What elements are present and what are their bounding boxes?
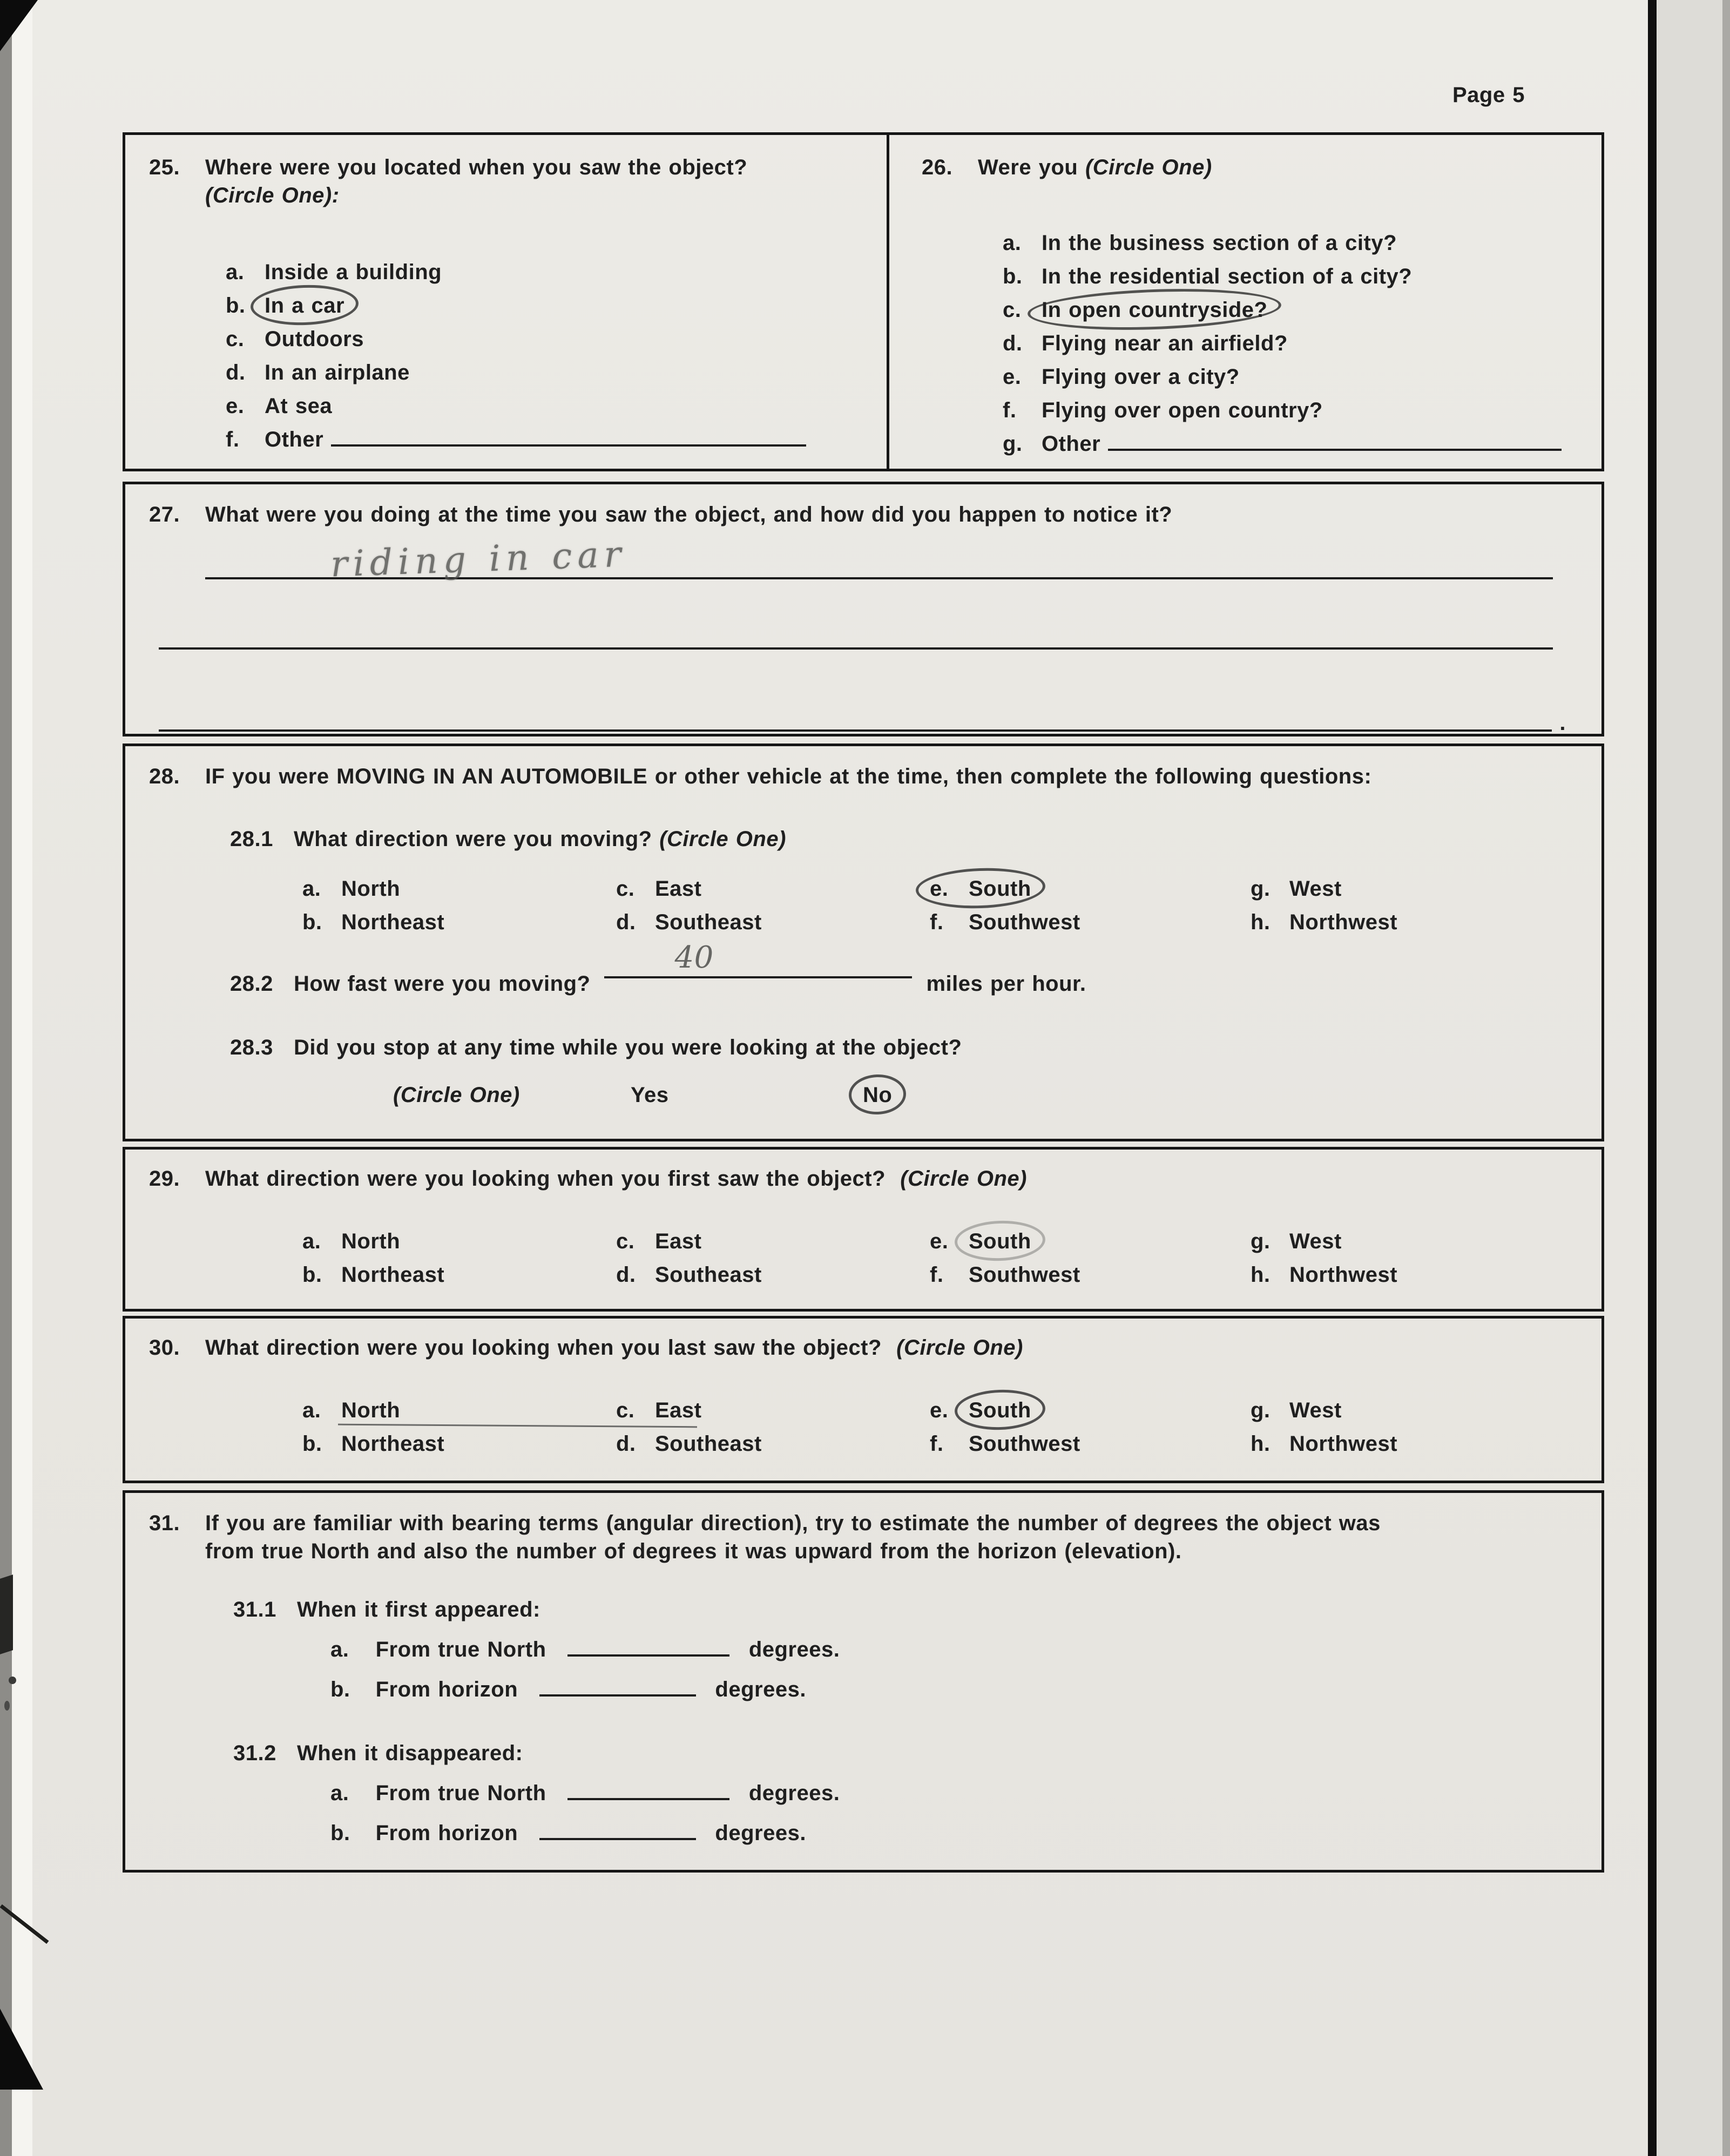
option-letter: b. <box>1003 265 1023 288</box>
option-letter: c. <box>226 327 245 351</box>
direction-southeast <box>616 908 930 936</box>
answer-line-row <box>159 709 1566 737</box>
question-number: 28. <box>149 765 180 788</box>
direction-north <box>302 1227 616 1255</box>
question-31-2 <box>233 1739 1580 1767</box>
option-letter: d. <box>616 910 636 934</box>
direction-north-underlined <box>302 1396 616 1424</box>
q26-option-e <box>1003 363 1585 391</box>
speed-blank-line <box>604 940 912 978</box>
option-label: In an airplane <box>265 361 410 384</box>
scan-speck <box>9 1677 16 1684</box>
option-letter: h. <box>1251 1263 1271 1287</box>
degrees-label: degrees. <box>748 1781 840 1805</box>
option-label: Other <box>1042 432 1101 456</box>
scan-left-edge <box>0 0 12 2156</box>
option-label: Flying over a city? <box>1042 365 1240 389</box>
direction-east <box>616 875 930 903</box>
circle-one-note: (Circle One) <box>393 1083 520 1107</box>
option-letter: b. <box>302 910 322 934</box>
circle-one-note: (Circle One) <box>659 827 786 851</box>
sub-question-text: When it first appeared: <box>297 1598 540 1621</box>
option-letter: e. <box>930 877 949 901</box>
question-27 <box>123 482 1604 736</box>
option-letter: g. <box>1251 877 1271 901</box>
option-label: In the residential section of a city? <box>1042 265 1413 288</box>
q25-option-b <box>226 292 870 320</box>
option-letter: a. <box>302 1398 321 1422</box>
answer-line <box>159 729 1552 732</box>
q31-1-true-north-row <box>330 1635 1580 1664</box>
question-number: 29. <box>149 1167 180 1191</box>
option-letter: g. <box>1251 1398 1271 1422</box>
circle-one-note: (Circle One) <box>1085 156 1212 179</box>
option-letter: e. <box>1003 365 1022 389</box>
degrees-blank-line <box>539 1831 696 1840</box>
direction-southwest <box>930 908 1251 936</box>
sub-question-text: How fast were you moving? <box>294 972 591 996</box>
option-label: Southeast <box>655 1432 762 1456</box>
option-label: West <box>1289 1229 1342 1253</box>
option-label: Flying near an airfield? <box>1042 332 1288 355</box>
scan-left-margin <box>12 0 32 2156</box>
q26-options <box>1003 229 1585 458</box>
option-letter: e. <box>930 1229 949 1253</box>
option-letter: f. <box>930 1432 944 1456</box>
q25-options <box>226 258 870 454</box>
blank-line <box>1108 442 1562 451</box>
option-label: North <box>341 1398 401 1422</box>
sub-question-number: 28.3 <box>230 1036 273 1059</box>
field-label: From horizon <box>375 1678 518 1701</box>
option-label: In a car <box>265 294 345 317</box>
speed-units: miles per hour. <box>926 972 1086 996</box>
question-28-3 <box>230 1033 1580 1062</box>
q25-option-a <box>226 258 870 286</box>
line-end-period: . <box>1559 711 1566 735</box>
option-letter: b. <box>330 1821 350 1845</box>
question-text: IF you were MOVING IN AN AUTOMOBILE or other vehicle at the time, then complete the following questions: <box>205 765 1372 788</box>
option-label: South <box>969 1398 1031 1422</box>
option-letter: d. <box>226 361 246 384</box>
degrees-label: degrees. <box>715 1678 806 1701</box>
option-letter: b. <box>226 294 246 317</box>
option-letter: d. <box>616 1263 636 1287</box>
option-letter: a. <box>302 1229 321 1253</box>
option-label: Southwest <box>969 1432 1080 1456</box>
direction-north <box>302 875 616 903</box>
option-letter: a. <box>302 877 321 901</box>
circle-one-note: (Circle One) <box>900 1167 1027 1191</box>
question-30 <box>123 1316 1604 1483</box>
option-letter: h. <box>1251 910 1271 934</box>
option-letter: e. <box>226 394 245 418</box>
option-letter: a. <box>330 1638 349 1661</box>
q25-option-f <box>226 425 870 454</box>
direction-northeast <box>302 1430 616 1458</box>
q26-option-c <box>1003 296 1585 324</box>
question-number: 30. <box>149 1336 180 1360</box>
question-number: 27. <box>149 503 180 526</box>
degrees-blank-line <box>567 1648 729 1657</box>
option-letter: d. <box>1003 332 1023 355</box>
option-label: South <box>969 877 1031 901</box>
q25-option-c <box>226 325 870 353</box>
direction-west <box>1251 1227 1580 1255</box>
answer-line <box>159 647 1553 650</box>
direction-east <box>616 1396 930 1424</box>
direction-southwest <box>930 1261 1251 1289</box>
q31-2-horizon-row <box>330 1819 1580 1847</box>
option-letter: b. <box>302 1432 322 1456</box>
option-letter: a. <box>1003 231 1022 255</box>
question-text: Where were you located when you saw the object? <box>205 156 748 179</box>
page-number: Page 5 <box>1452 83 1525 107</box>
option-label: North <box>341 877 401 901</box>
option-label: Northwest <box>1289 910 1398 934</box>
option-letter: a. <box>330 1781 349 1805</box>
question-text: What were you doing at the time you saw the object, and how did you happen to notice it? <box>205 503 1173 526</box>
handwritten-speed: 40 <box>674 940 714 975</box>
option-letter: a. <box>226 260 245 284</box>
option-letter: f. <box>930 910 944 934</box>
option-label: South <box>969 1229 1031 1253</box>
option-letter: b. <box>302 1263 322 1287</box>
question-text: If you are familiar with bearing terms (angular direction), try to estimate the number of degrees the object was from true North and also the number of degrees it was upward from the horizon (elevation). <box>205 1511 1381 1563</box>
option-letter: h. <box>1251 1432 1271 1456</box>
direction-south-circled <box>930 875 1251 903</box>
direction-south-circled <box>930 1396 1251 1424</box>
q25-option-e <box>226 392 870 420</box>
direction-south-circled <box>930 1227 1251 1255</box>
option-label: East <box>655 1229 702 1253</box>
option-letter: f. <box>226 428 240 451</box>
option-label: East <box>655 1398 702 1422</box>
degrees-label: degrees. <box>748 1638 840 1661</box>
degrees-blank-line <box>567 1792 729 1800</box>
direction-northeast <box>302 908 616 936</box>
option-label: North <box>341 1229 401 1253</box>
option-letter: c. <box>1003 298 1022 322</box>
option-label: West <box>1289 1398 1342 1422</box>
q26-option-b <box>1003 262 1585 290</box>
q31-2-true-north-row <box>330 1779 1580 1807</box>
q25-option-d <box>226 359 870 387</box>
q26-option-g <box>1003 430 1585 458</box>
direction-northwest <box>1251 908 1580 936</box>
question-31 <box>123 1490 1604 1873</box>
option-letter: f. <box>930 1263 944 1287</box>
circle-one-note: (Circle One) <box>896 1336 1023 1360</box>
question-text: Were you <box>978 156 1078 179</box>
option-label: Northeast <box>341 1432 445 1456</box>
degrees-blank-line <box>539 1688 696 1697</box>
direction-west <box>1251 875 1580 903</box>
question-26 <box>889 135 1601 469</box>
option-letter: e. <box>930 1398 949 1422</box>
option-label: In open countryside? <box>1042 298 1268 322</box>
option-letter: d. <box>616 1432 636 1456</box>
q26-option-f <box>1003 396 1585 424</box>
question-31-1 <box>233 1596 1580 1624</box>
option-letter: c. <box>616 1229 635 1253</box>
option-letter: g. <box>1251 1229 1271 1253</box>
scan-corner-artifact-top <box>0 0 38 51</box>
option-label: Southwest <box>969 910 1080 934</box>
option-label: In the business section of a city? <box>1042 231 1397 255</box>
option-label: Flying over open country? <box>1042 398 1323 422</box>
q29-direction-grid <box>302 1227 1580 1289</box>
blank-line <box>331 438 806 447</box>
field-label: From true North <box>375 1638 546 1661</box>
scan-speck <box>4 1701 10 1711</box>
handwritten-circle-annotation <box>969 1396 1031 1424</box>
option-label: Outdoors <box>265 327 364 351</box>
field-label: From true North <box>375 1781 546 1805</box>
option-label: Southwest <box>969 1263 1080 1287</box>
option-label: Other <box>265 428 324 451</box>
question-28-2 <box>230 940 1580 998</box>
field-label: From horizon <box>375 1821 518 1845</box>
sub-question-number: 31.1 <box>233 1598 276 1621</box>
question-28-3-answers <box>393 1081 1580 1109</box>
location-questions-panel <box>123 132 1604 471</box>
option-label: At sea <box>265 394 333 418</box>
question-28-1 <box>230 825 1580 853</box>
question-number: 26. <box>922 156 953 179</box>
question-number: 31. <box>149 1511 180 1535</box>
direction-southwest <box>930 1430 1251 1458</box>
option-label: Northeast <box>341 1263 445 1287</box>
direction-west <box>1251 1396 1580 1424</box>
q28-direction-grid <box>302 875 1580 936</box>
option-label: Inside a building <box>265 260 442 284</box>
direction-northeast <box>302 1261 616 1289</box>
sub-question-text: What direction were you moving? <box>294 827 652 851</box>
direction-southeast <box>616 1261 930 1289</box>
question-25 <box>125 135 889 469</box>
question-number: 25. <box>149 156 180 179</box>
sub-question-text: When it disappeared: <box>297 1741 523 1765</box>
direction-southeast <box>616 1430 930 1458</box>
answer-no: No <box>863 1083 893 1107</box>
option-label: East <box>655 877 702 901</box>
circle-one-note: (Circle One): <box>205 184 340 207</box>
answer-yes: Yes <box>631 1083 669 1107</box>
option-letter: b. <box>330 1678 350 1701</box>
option-letter: c. <box>616 877 635 901</box>
handwritten-answer: riding in car <box>329 533 627 585</box>
q26-option-a <box>1003 229 1585 257</box>
option-label: Northeast <box>341 910 445 934</box>
option-label: Southeast <box>655 910 762 934</box>
scan-right-edge <box>1722 0 1730 2156</box>
handwritten-circle-annotation <box>863 1081 892 1109</box>
q30-direction-grid <box>302 1396 1580 1458</box>
question-29 <box>123 1147 1604 1312</box>
q31-1-horizon-row <box>330 1675 1580 1704</box>
page-edge-line <box>1648 0 1657 2156</box>
handwritten-circle-annotation <box>930 875 1031 903</box>
direction-east <box>616 1227 930 1255</box>
option-label: Northwest <box>1289 1432 1398 1456</box>
option-label: West <box>1289 877 1342 901</box>
question-text: What direction were you looking when you last saw the object? <box>205 1336 882 1360</box>
sub-question-number: 28.1 <box>230 827 273 851</box>
q26-option-d <box>1003 329 1585 357</box>
option-letter: c. <box>616 1398 635 1422</box>
scan-edge-mark <box>0 1574 13 1654</box>
scan-right-margin <box>1657 0 1730 2156</box>
handwritten-circle-annotation <box>265 292 344 320</box>
direction-northwest <box>1251 1430 1580 1458</box>
scan-corner-artifact-bottom <box>0 2009 43 2090</box>
direction-northwest <box>1251 1261 1580 1289</box>
question-28 <box>123 744 1604 1141</box>
sub-question-number: 31.2 <box>233 1741 276 1765</box>
degrees-label: degrees. <box>715 1821 806 1845</box>
option-letter: g. <box>1003 432 1023 456</box>
option-letter: f. <box>1003 398 1017 422</box>
handwritten-circle-annotation <box>1042 296 1267 324</box>
sub-question-text: Did you stop at any time while you were looking at the object? <box>294 1036 962 1059</box>
handwritten-circle-annotation <box>969 1227 1031 1255</box>
option-label: Southeast <box>655 1263 762 1287</box>
sub-question-number: 28.2 <box>230 972 273 996</box>
option-label: Northwest <box>1289 1263 1398 1287</box>
question-text: What direction were you looking when you first saw the object? <box>205 1167 886 1191</box>
